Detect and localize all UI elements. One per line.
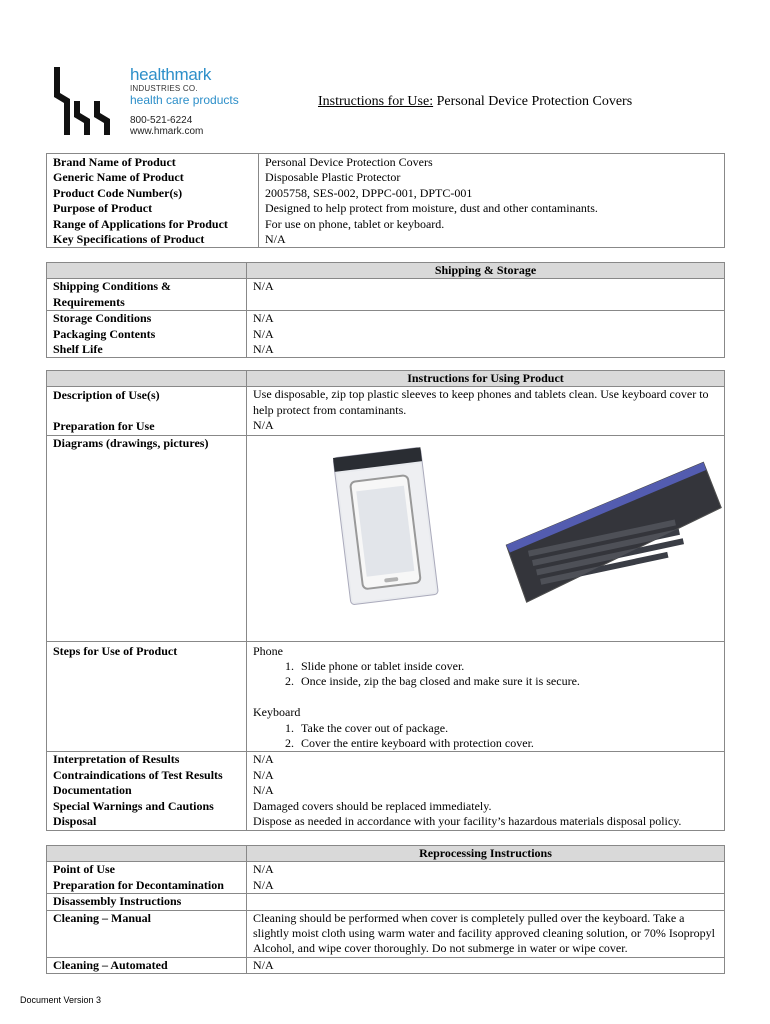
page-title-prefix: Instructions for Use: [318,94,434,109]
page-title-rest: Personal Device Protection Covers [433,94,633,109]
label-storage-conditions: Storage Conditions [53,311,152,326]
label-contraindications: Contraindications of Test Results [53,767,223,782]
value-generic-name: Disposable Plastic Protector [265,170,401,185]
value-point-of-use: N/A [253,862,274,877]
label-point-of-use: Point of Use [53,862,115,877]
product-info-table [46,153,725,248]
product-info-labels [47,154,259,248]
label-special-warnings: Special Warnings and Cautions [53,798,214,813]
value-product-code: 2005758, SES-002, DPPC-001, DPTC-001 [265,185,473,200]
value-key-specs: N/A [265,232,286,247]
value-shelf-life: N/A [253,342,274,357]
product-photos [253,436,723,641]
label-shipping-conditions: Shipping Conditions & Requirements [47,279,247,311]
logo-website[interactable]: www.hmark.com [130,126,204,137]
label-description: Description of Use(s) [53,388,160,403]
value-disposal: Dispose as needed in accordance with your facility’s hazardous materials disposal policy. [253,814,682,829]
page-title [318,94,632,110]
value-decontamination: N/A [253,877,274,892]
value-packaging-contents: N/A [253,326,274,341]
label-range: Range of Applications for Product [53,216,228,231]
label-key-specs: Key Specifications of Product [53,232,205,247]
value-interpretation: N/A [253,752,274,767]
value-range: For use on phone, tablet or keyboard. [265,216,445,231]
keyboard-cover-photo [498,460,723,603]
instructions-header: Instructions for Using Product [247,371,725,387]
reprocessing-table [46,845,725,974]
keyboard-steps-list [253,721,718,752]
value-disassembly [247,894,725,910]
label-documentation: Documentation [53,783,132,798]
label-purpose: Purpose of Product [53,201,153,216]
keyboard-step-1: 1. Take the cover out of package. [297,721,718,736]
label-packaging-contents: Packaging Contents [53,326,156,341]
label-disassembly: Disassembly Instructions [47,894,247,910]
reprocessing-header: Reprocessing Instructions [247,846,725,862]
value-purpose: Designed to help protect from moisture, dust and other contaminants. [265,201,598,216]
phone-step-2: 2. Once inside, zip the bag closed and make sure it is secure. [297,674,718,689]
keyboard-heading: Keyboard [253,705,301,720]
value-contraindications: N/A [253,767,274,782]
label-shelf-life: Shelf Life [53,342,103,357]
value-brand-name: Personal Device Protection Covers [265,155,433,169]
document-version: Document Version 3 [20,995,102,1005]
label-preparation: Preparation for Use [53,419,155,434]
value-description: Use disposable, zip top plastic sleeves to keep phones and tablets clean. Use keyboard cover to help protect from contaminants. [253,387,709,417]
logo-brand: healthmark [130,65,212,84]
label-cleaning-automated: Cleaning – Automated [47,957,247,973]
instructions-table [46,370,725,831]
value-cleaning-manual: Cleaning should be performed when cover is completely pulled over the keyboard. Take a slightly moist cloth using warm water and facility approved cleaning solution, or 70% Isopropyl Alcohol, and wipe cover thoroughly. Do not submerge in water or wipe cover. [247,910,725,957]
logo-company: INDUSTRIES CO. [130,84,198,93]
healthmark-logo [50,63,250,143]
phone-step-1: 1. Slide phone or tablet inside cover. [297,659,718,674]
value-shipping-conditions: N/A [247,279,725,311]
logo-phone: 800-521-6224 [130,115,193,126]
value-storage-conditions: N/A [253,311,274,326]
value-preparation: N/A [253,418,274,433]
label-steps: Steps for Use of Product [47,641,247,752]
product-info-values [259,154,725,248]
healthmark-logo-mark-icon [50,63,118,137]
diagrams-cell [247,435,725,641]
shipping-table [46,262,725,358]
label-interpretation: Interpretation of Results [53,752,180,767]
phone-sleeve-photo [333,447,438,605]
label-generic-name: Generic Name of Product [53,170,184,185]
logo-tagline: health care products [130,93,239,107]
value-documentation: N/A [253,783,274,798]
value-cleaning-automated: N/A [247,957,725,973]
shipping-header: Shipping & Storage [247,263,725,279]
phone-heading: Phone [253,643,283,658]
phone-steps-list [253,659,718,690]
label-disposal: Disposal [53,814,97,829]
value-special-warnings: Damaged covers should be replaced immediately. [253,798,492,813]
label-brand-name: Brand Name of Product [53,155,176,169]
steps-cell [247,641,725,752]
label-product-code: Product Code Number(s) [53,185,183,200]
label-decontamination: Preparation for Decontamination [53,877,224,892]
label-cleaning-manual: Cleaning – Manual [47,910,247,957]
label-diagrams: Diagrams (drawings, pictures) [47,435,247,641]
keyboard-step-2: 2. Cover the entire keyboard with protection cover. [297,736,718,751]
